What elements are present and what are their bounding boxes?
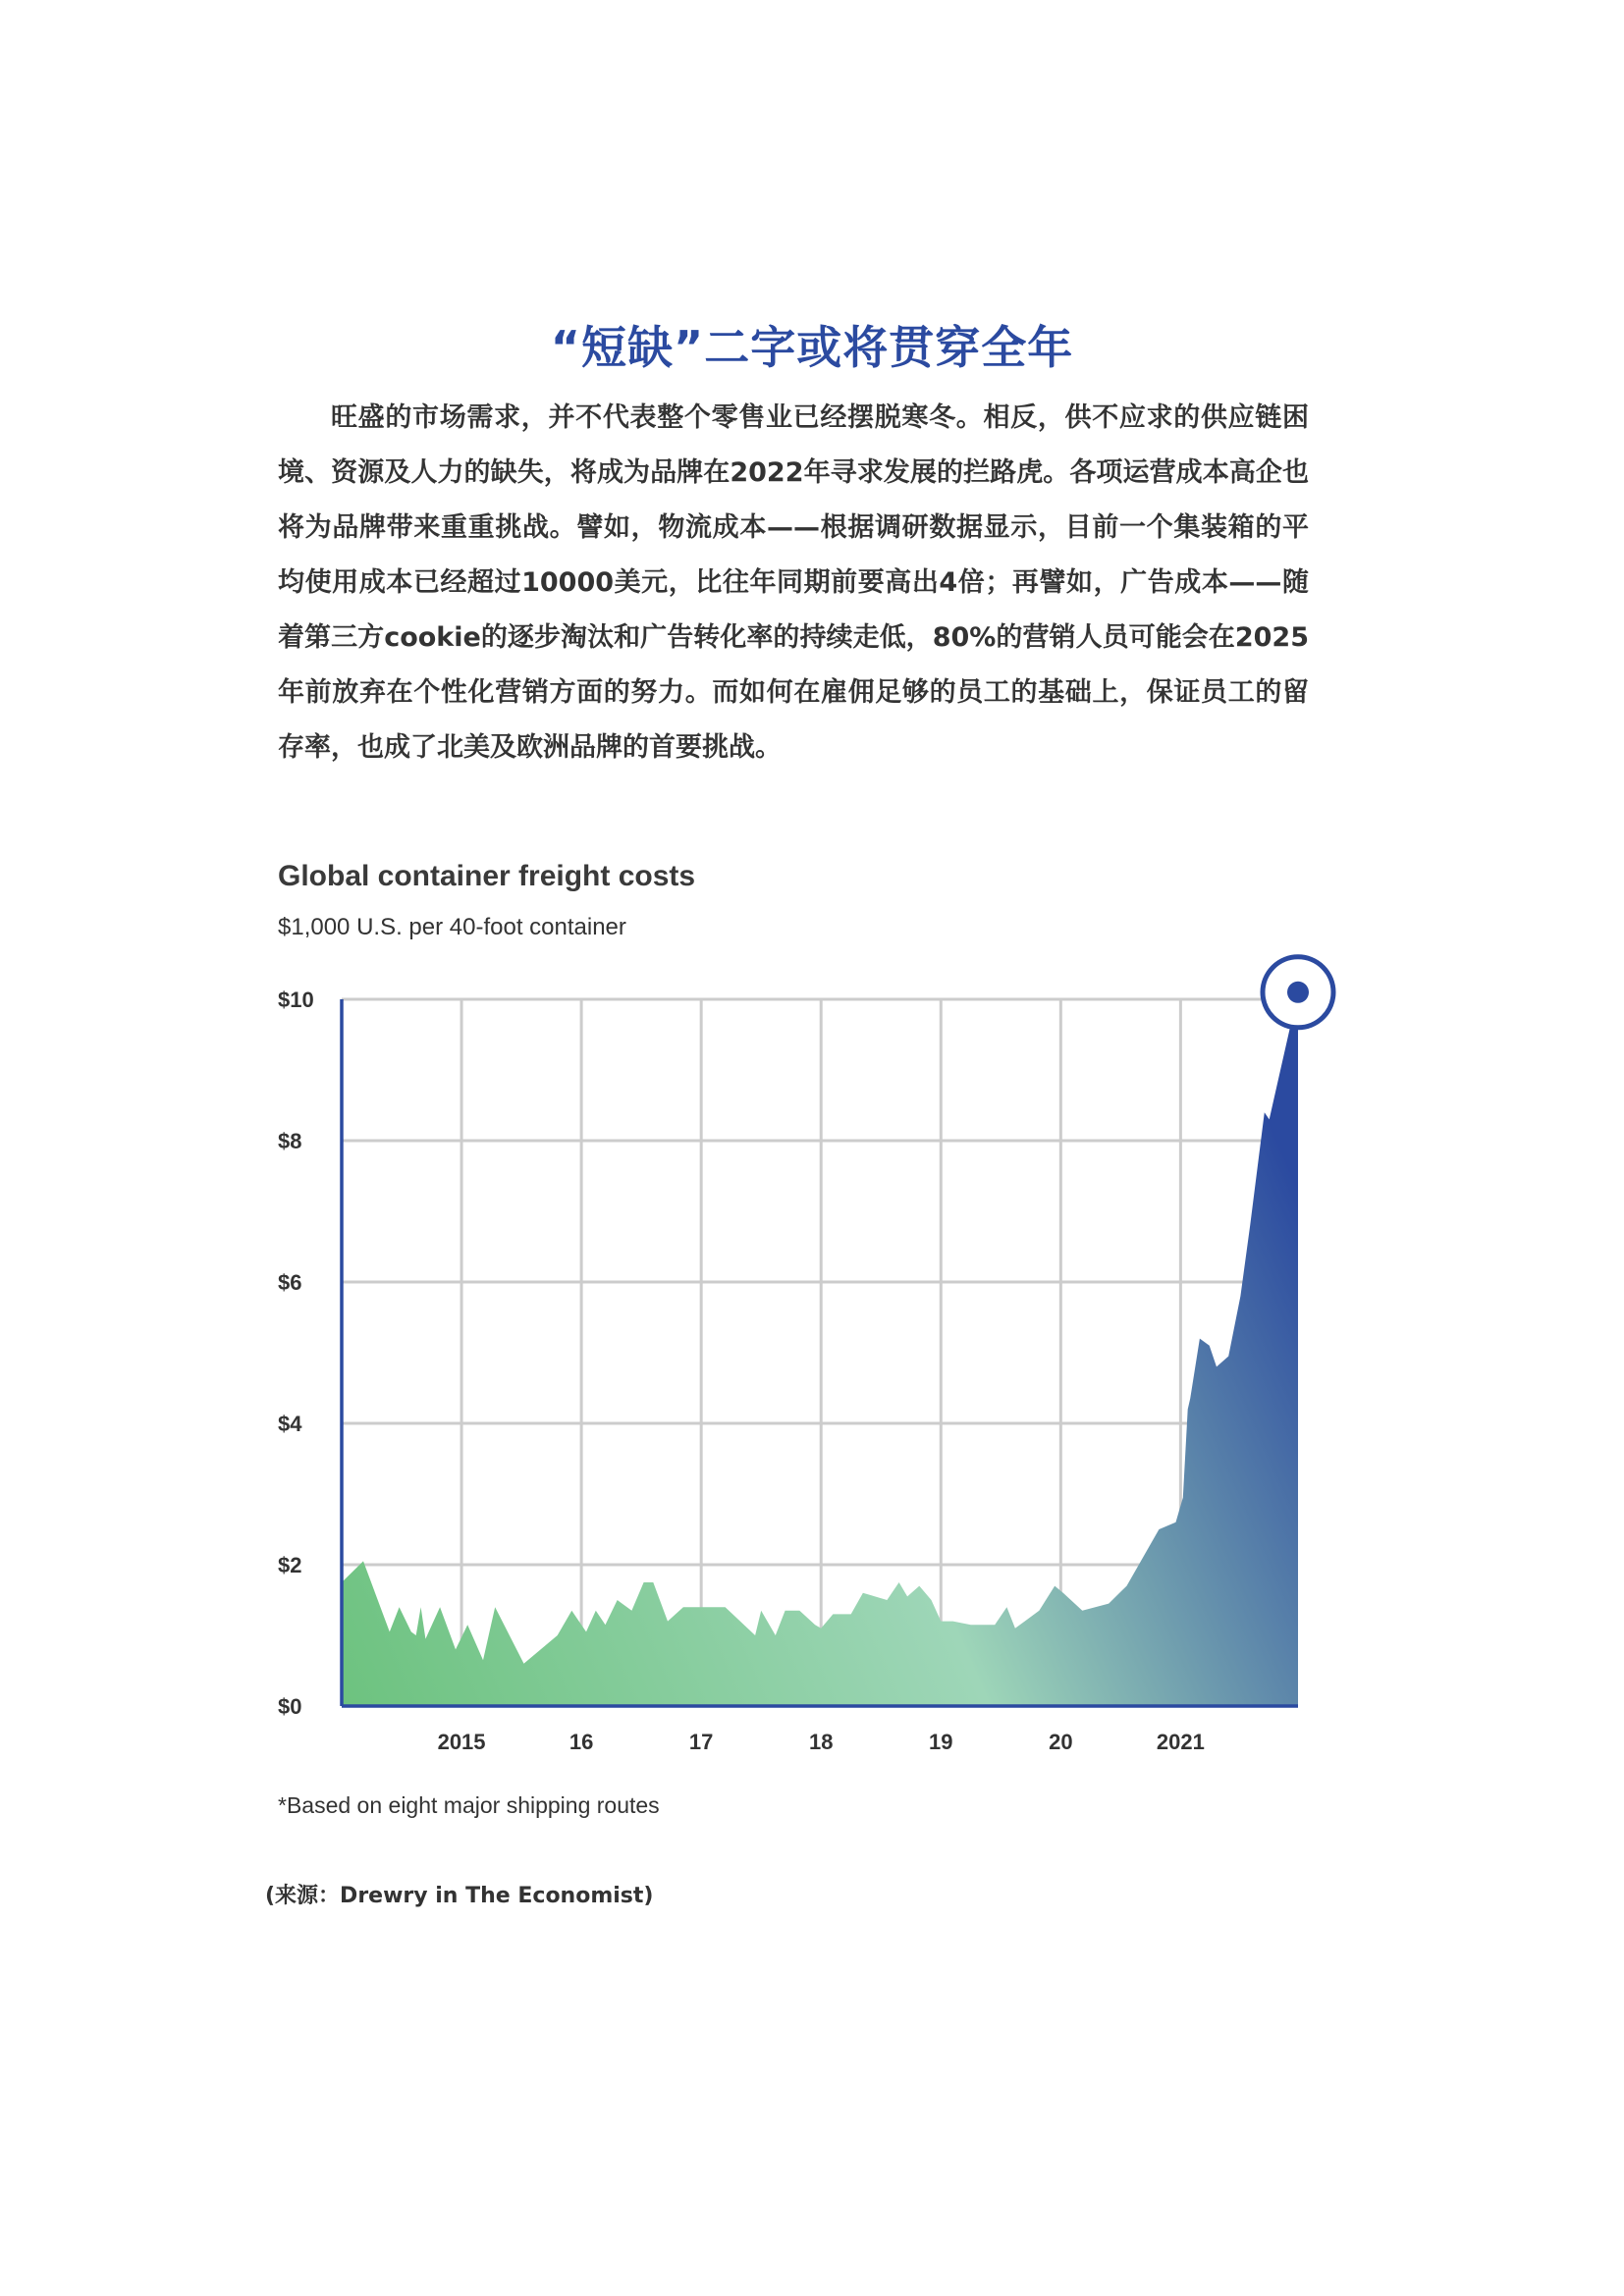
x-tick-label: 19 [929,1730,953,1754]
x-tick-label: 2015 [437,1730,486,1754]
y-tick-label: $2 [278,1553,302,1577]
y-tick-label: $6 [278,1270,302,1295]
x-tick-label: 20 [1049,1730,1073,1754]
highlight-dot [1287,982,1309,1003]
chart-highlight [1263,957,1333,1028]
x-tick-label: 2021 [1156,1730,1205,1754]
x-tick-label: 18 [808,1730,834,1754]
x-tick-label: 16 [568,1730,594,1754]
y-tick-label: $4 [278,1412,302,1436]
chart-footnote: *Based on eight major shipping routes [278,1792,660,1818]
y-tick-label: $0 [278,1694,302,1719]
article-heading: “短缺”二字或将贯穿全年 [550,321,1074,374]
chart-title: Global container freight costs [278,860,696,892]
y-tick-label: $8 [278,1129,302,1153]
chart-source: (来源：Drewry in The Economist) [265,1884,654,1908]
y-tick-label: $10 [278,988,314,1012]
x-tick-label: 17 [688,1730,714,1754]
chart-subtitle: $1,000 U.S. per 40-foot container [278,914,626,940]
article-paragraph: 旺盛的市场需求，并不代表整个零售业已经摆脱寒冬。相反，供不应求的供应链困境、资源及人力的缺失，将成为品牌在2022年寻求发展的拦路虎。各项运营成本高企也将为品牌带来重重挑战。譬如，物流成本——根据调研数据显示，目前一个集装箱的平均使用成本已经超过10000美元，比往年同期前要高出4倍；再譬如，广告成本——随着第三方cookie的逐步淘汰和广告转化率的持续走低，80%的营销人员可能会在2025年前放弃在个性化营销方面的努力。而如何在雇佣足够的员工的基础上，保证员工的留存率，也成了北美及欧洲品牌的首要挑战。 [278,402,1309,763]
